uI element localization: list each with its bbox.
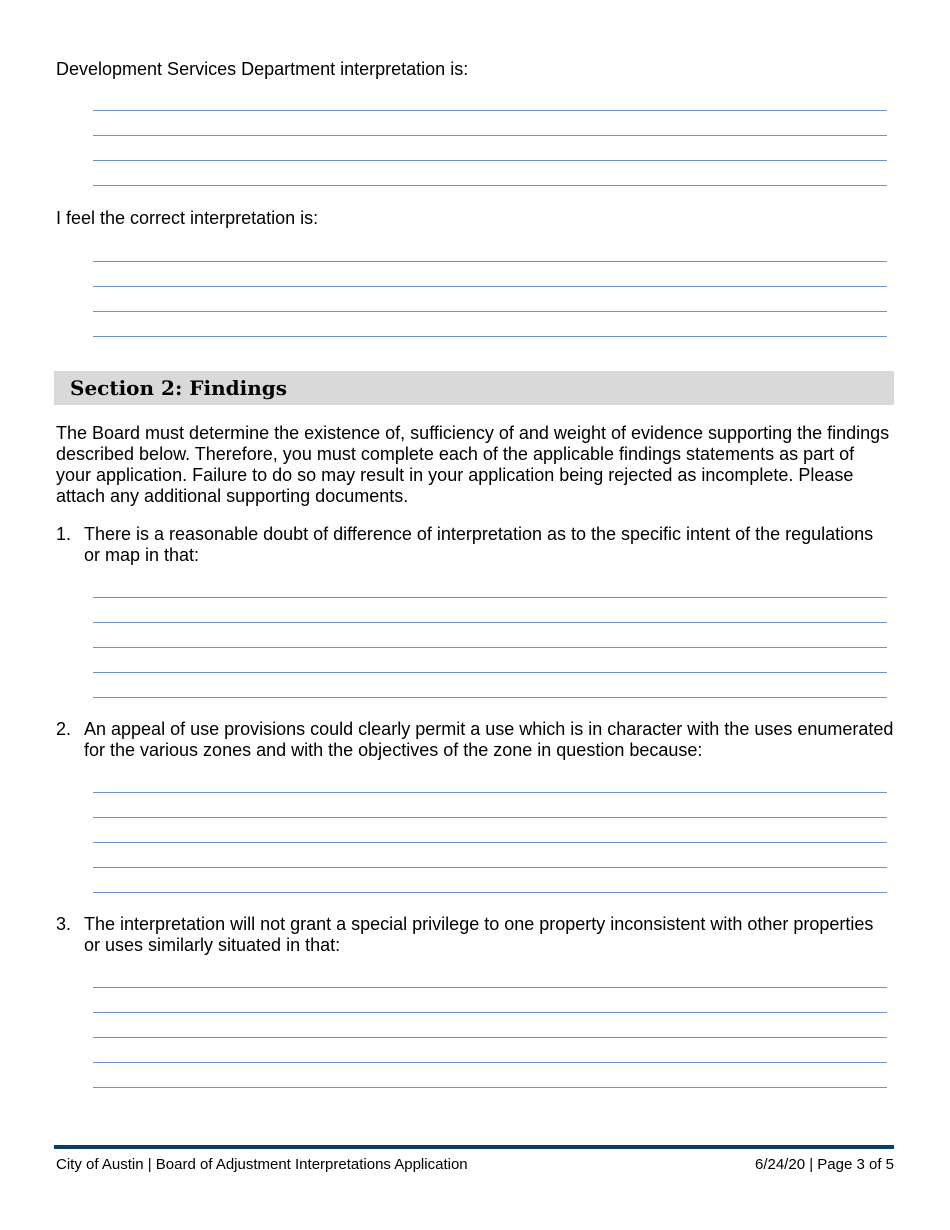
- finding-1-field[interactable]: [93, 597, 887, 698]
- finding-text: An appeal of use provisions could clearly permit a use which is in character with the uses enumerated for the various zones and with the objectives of the zone in question because:: [84, 719, 894, 760]
- finding-number: 3.: [56, 914, 72, 934]
- answer-line[interactable]: [93, 135, 887, 136]
- answer-line[interactable]: [93, 697, 887, 698]
- answer-line[interactable]: [93, 1087, 887, 1088]
- answer-line[interactable]: [93, 622, 887, 623]
- finding-item-3: [56, 914, 894, 956]
- finding-item-1: [56, 524, 894, 566]
- finding-item-2: [56, 719, 894, 761]
- footer-date-page: 6/24/20 | Page 3 of 5: [754, 1156, 894, 1173]
- finding-number: 1.: [56, 524, 72, 544]
- answer-line[interactable]: [93, 160, 887, 161]
- answer-line[interactable]: [93, 286, 887, 287]
- answer-line[interactable]: [93, 817, 887, 818]
- answer-line[interactable]: [93, 185, 887, 186]
- dsd-interpretation-label: Development Services Department interpretation is:: [56, 59, 469, 79]
- answer-line[interactable]: [93, 672, 887, 673]
- finding-text: The interpretation will not grant a special privilege to one property inconsistent with other properties or uses similarly situated in that:: [84, 914, 874, 955]
- answer-line[interactable]: [93, 1062, 887, 1063]
- answer-line[interactable]: [93, 597, 887, 598]
- answer-line[interactable]: [93, 110, 887, 111]
- answer-line[interactable]: [93, 261, 887, 262]
- answer-line[interactable]: [93, 892, 887, 893]
- footer-document-title: City of Austin | Board of Adjustment Interpretations Application: [56, 1156, 468, 1173]
- answer-line[interactable]: [93, 867, 887, 868]
- correct-interpretation-label: I feel the correct interpretation is:: [56, 208, 319, 228]
- footer-divider: [54, 1145, 894, 1149]
- section-intro: The Board must determine the existence of, sufficiency of and weight of evidence supporting the findings described below. Therefore, you must complete each of the applicable findings statements as part of your application. Failure to do so may result in your application being rejected as incomplete. Please attach any additional supporting documents.: [56, 423, 890, 506]
- finding-3-field[interactable]: [93, 987, 887, 1088]
- correct-interpretation-field[interactable]: [93, 261, 887, 337]
- answer-line[interactable]: [93, 1037, 887, 1038]
- section-header: [54, 371, 894, 405]
- finding-text: There is a reasonable doubt of difference of interpretation as to the specific intent of the regulations or map in that:: [84, 524, 874, 565]
- finding-number: 2.: [56, 719, 72, 739]
- answer-line[interactable]: [93, 842, 887, 843]
- answer-line[interactable]: [93, 647, 887, 648]
- answer-line[interactable]: [93, 311, 887, 312]
- answer-line[interactable]: [93, 336, 887, 337]
- section-title: Section 2: Findings: [70, 376, 287, 400]
- answer-line[interactable]: [93, 1012, 887, 1013]
- answer-line[interactable]: [93, 987, 887, 988]
- dsd-interpretation-field[interactable]: [93, 110, 887, 186]
- answer-line[interactable]: [93, 792, 887, 793]
- finding-2-field[interactable]: [93, 792, 887, 893]
